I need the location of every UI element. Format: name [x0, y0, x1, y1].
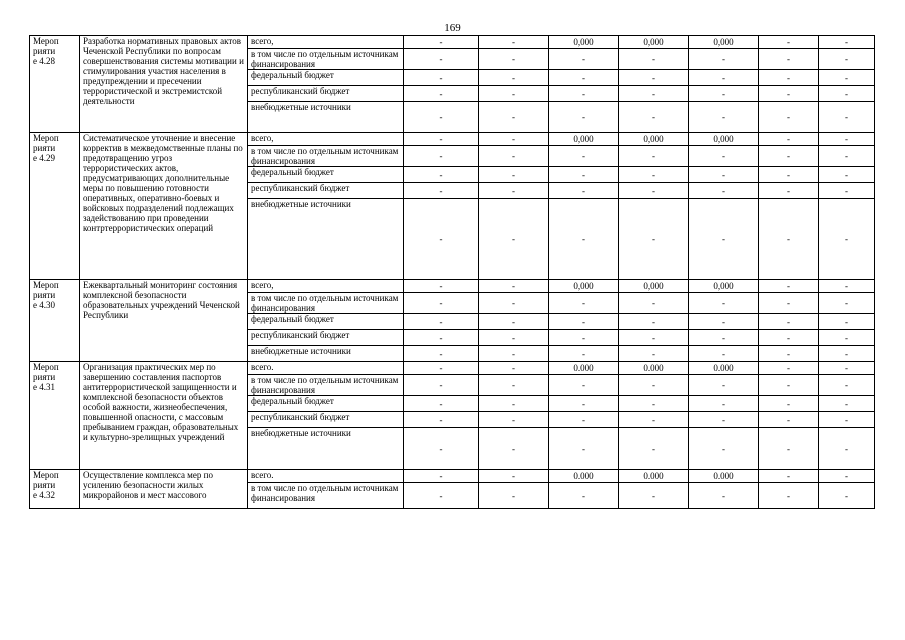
funding-value: - — [479, 146, 549, 167]
funding-value: - — [759, 375, 819, 396]
funding-source: всего, — [248, 133, 404, 146]
funding-value: 0.000 — [549, 362, 619, 375]
funding-value: - — [479, 70, 549, 86]
funding-value: - — [479, 86, 549, 102]
funding-value: - — [759, 36, 819, 49]
funding-value: - — [819, 199, 875, 280]
funding-value: - — [479, 167, 549, 183]
funding-value: - — [819, 49, 875, 70]
funding-value: - — [479, 280, 549, 293]
funding-source: внебюджетные источники — [248, 428, 404, 470]
funding-value: - — [689, 483, 759, 509]
funding-value: - — [819, 470, 875, 483]
funding-value: - — [479, 428, 549, 470]
funding-value: - — [549, 167, 619, 183]
funding-value: - — [619, 375, 689, 396]
funding-value: - — [479, 396, 549, 412]
funding-value: - — [819, 133, 875, 146]
funding-value: - — [759, 346, 819, 362]
funding-source: всего. — [248, 362, 404, 375]
funding-value: - — [479, 362, 549, 375]
funding-value: - — [759, 483, 819, 509]
funding-source: в том числе по отдельным источникам финансирования — [248, 375, 404, 396]
funding-value: - — [404, 470, 479, 483]
funding-value: - — [619, 346, 689, 362]
funding-value: - — [819, 36, 875, 49]
funding-value: - — [759, 199, 819, 280]
funding-value: - — [404, 167, 479, 183]
table-row — [30, 36, 875, 49]
funding-value: - — [619, 49, 689, 70]
funding-value: - — [479, 330, 549, 346]
table-body — [30, 36, 875, 509]
funding-value: - — [549, 375, 619, 396]
activity-description: Разработка нормативных правовых актов Чеченской Республики по вопросам совершенствования системы мотивации и стимулирования участия населения в предупреждении и пресечении террористической и экстремистской деятельности — [80, 36, 248, 133]
funding-value: - — [819, 428, 875, 470]
funding-value: 0.000 — [619, 470, 689, 483]
funding-value: - — [689, 146, 759, 167]
funding-value: - — [819, 346, 875, 362]
funding-value: - — [759, 412, 819, 428]
activity-description: Ежеквартальный мониторинг состояния комплексной безопасности образовательных учреждений Чеченской Республики — [80, 280, 248, 362]
funding-value: - — [619, 483, 689, 509]
funding-value: - — [759, 330, 819, 346]
funding-value: - — [549, 183, 619, 199]
funding-value: - — [549, 314, 619, 330]
funding-value: - — [479, 49, 549, 70]
funding-source: республиканский бюджет — [248, 86, 404, 102]
funding-value: - — [759, 470, 819, 483]
funding-value: - — [549, 428, 619, 470]
funding-value: - — [479, 470, 549, 483]
activity-number: Мероп рияти е 4.30 — [30, 280, 80, 362]
funding-value: - — [689, 330, 759, 346]
table-row — [30, 470, 875, 483]
funding-value: - — [404, 280, 479, 293]
funding-source: внебюджетные источники — [248, 346, 404, 362]
funding-value: - — [819, 167, 875, 183]
funding-value: - — [619, 428, 689, 470]
funding-value: - — [619, 412, 689, 428]
funding-value: - — [819, 146, 875, 167]
funding-source: федеральный бюджет — [248, 396, 404, 412]
funding-value: - — [759, 133, 819, 146]
funding-value: - — [404, 133, 479, 146]
funding-source: в том числе по отдельным источникам финансирования — [248, 483, 404, 509]
funding-value: - — [404, 428, 479, 470]
funding-value: - — [619, 70, 689, 86]
funding-value: - — [619, 396, 689, 412]
funding-value: - — [479, 375, 549, 396]
funding-value: - — [619, 86, 689, 102]
funding-value: - — [689, 375, 759, 396]
funding-value: - — [479, 183, 549, 199]
funding-value: - — [619, 293, 689, 314]
funding-value: - — [404, 346, 479, 362]
funding-value: - — [549, 330, 619, 346]
funding-value: - — [549, 483, 619, 509]
funding-value: - — [404, 412, 479, 428]
funding-value: - — [619, 167, 689, 183]
funding-value: 0.000 — [549, 470, 619, 483]
funding-value: - — [819, 102, 875, 133]
funding-value: - — [759, 362, 819, 375]
funding-value: - — [689, 346, 759, 362]
funding-value: - — [404, 36, 479, 49]
funding-value: - — [689, 199, 759, 280]
funding-value: - — [819, 183, 875, 199]
funding-value: - — [404, 483, 479, 509]
funding-value: - — [819, 483, 875, 509]
funding-value: - — [819, 375, 875, 396]
funding-value: - — [549, 199, 619, 280]
funding-value: - — [404, 183, 479, 199]
funding-value: - — [619, 146, 689, 167]
funding-value: - — [479, 483, 549, 509]
funding-value: - — [689, 396, 759, 412]
funding-value: - — [404, 314, 479, 330]
funding-value: - — [404, 375, 479, 396]
activity-number: Мероп рияти е 4.31 — [30, 362, 80, 470]
funding-value: - — [759, 183, 819, 199]
funding-value: - — [819, 314, 875, 330]
funding-source: республиканский бюджет — [248, 412, 404, 428]
funding-value: - — [479, 102, 549, 133]
activity-description: Осуществление комплекса мер по усилению безопасности жилых микрорайонов и мест массового — [80, 470, 248, 509]
funding-value: - — [819, 396, 875, 412]
funding-value: - — [479, 199, 549, 280]
funding-value: 0.000 — [689, 362, 759, 375]
funding-value: - — [689, 49, 759, 70]
funding-value: - — [479, 133, 549, 146]
table-row — [30, 280, 875, 293]
funding-value: - — [619, 199, 689, 280]
page-number: 169 — [444, 22, 461, 34]
funding-value: - — [759, 280, 819, 293]
funding-value: 0,000 — [619, 280, 689, 293]
funding-source: внебюджетные источники — [248, 199, 404, 280]
funding-value: - — [404, 49, 479, 70]
funding-value: - — [549, 86, 619, 102]
funding-value: - — [404, 330, 479, 346]
funding-value: - — [549, 49, 619, 70]
funding-value: - — [819, 293, 875, 314]
funding-value: - — [759, 86, 819, 102]
funding-source: в том числе по отдельным источникам финансирования — [248, 293, 404, 314]
funding-value: - — [689, 412, 759, 428]
funding-value: - — [759, 293, 819, 314]
funding-value: - — [759, 146, 819, 167]
funding-value: - — [689, 102, 759, 133]
table-row — [30, 362, 875, 375]
funding-source: республиканский бюджет — [248, 183, 404, 199]
funding-value: - — [759, 428, 819, 470]
funding-value: - — [689, 86, 759, 102]
funding-value: - — [479, 346, 549, 362]
funding-value: - — [759, 70, 819, 86]
funding-value: 0,000 — [689, 280, 759, 293]
funding-value: - — [819, 280, 875, 293]
funding-value: - — [689, 167, 759, 183]
funding-value: 0,000 — [619, 36, 689, 49]
activity-description: Организация практических мер по завершению составления паспортов антитеррористической защищенности и комплексной безопасности объектов особой важности, жизнеобеспечения, повышенной опасности, с массовым пребыванием граждан, образовательных и культурно-зрелищных учреждений — [80, 362, 248, 470]
funding-source: всего, — [248, 36, 404, 49]
funding-value: - — [819, 412, 875, 428]
funding-value: - — [549, 412, 619, 428]
funding-value: - — [759, 102, 819, 133]
funding-value: - — [404, 70, 479, 86]
funding-value: - — [404, 199, 479, 280]
funding-value: 0,000 — [549, 133, 619, 146]
funding-value: - — [404, 362, 479, 375]
funding-value: 0,000 — [689, 36, 759, 49]
funding-value: - — [404, 146, 479, 167]
funding-value: - — [689, 70, 759, 86]
activity-number: Мероп рияти е 4.32 — [30, 470, 80, 509]
funding-value: - — [549, 146, 619, 167]
funding-value: - — [479, 412, 549, 428]
funding-value: - — [619, 102, 689, 133]
funding-value: - — [549, 102, 619, 133]
funding-table — [29, 35, 875, 509]
activity-description: Систематическое уточнение и внесение корректив в межведомственные планы по предотвращению угроз террористических актов, предусматривающих дополнительные меры по повышению готовности оперативных, оперативно-боевых и войсковых подразделений подлежащих задействованию при проведении контртеррористических операций — [80, 133, 248, 280]
table-row — [30, 133, 875, 146]
funding-value: 0,000 — [549, 280, 619, 293]
funding-value: - — [759, 167, 819, 183]
funding-source: федеральный бюджет — [248, 314, 404, 330]
funding-value: - — [819, 362, 875, 375]
funding-value: 0.000 — [619, 362, 689, 375]
funding-value: - — [404, 293, 479, 314]
funding-source: федеральный бюджет — [248, 167, 404, 183]
funding-value: - — [819, 86, 875, 102]
funding-value: - — [619, 330, 689, 346]
funding-source: республиканский бюджет — [248, 330, 404, 346]
funding-value: - — [759, 49, 819, 70]
funding-value: - — [759, 314, 819, 330]
funding-source: в том числе по отдельным источникам финансирования — [248, 146, 404, 167]
funding-value: - — [689, 183, 759, 199]
funding-value: - — [619, 314, 689, 330]
funding-value: 0,000 — [689, 133, 759, 146]
funding-value: - — [549, 346, 619, 362]
funding-value: 0,000 — [619, 133, 689, 146]
funding-value: - — [404, 396, 479, 412]
funding-value: - — [549, 70, 619, 86]
funding-source: в том числе по отдельным источникам финансирования — [248, 49, 404, 70]
funding-value: - — [619, 183, 689, 199]
funding-value: - — [404, 86, 479, 102]
funding-source: всего, — [248, 280, 404, 293]
funding-value: - — [819, 70, 875, 86]
funding-value: - — [479, 314, 549, 330]
funding-source: внебюджетные источники — [248, 102, 404, 133]
funding-value: - — [479, 293, 549, 314]
funding-value: - — [404, 102, 479, 133]
funding-value: - — [549, 396, 619, 412]
funding-source: всего. — [248, 470, 404, 483]
funding-value: - — [759, 396, 819, 412]
funding-value: - — [689, 428, 759, 470]
activity-number: Мероп рияти е 4.28 — [30, 36, 80, 133]
funding-value: - — [479, 36, 549, 49]
funding-value: - — [689, 314, 759, 330]
funding-value: - — [689, 293, 759, 314]
funding-value: 0,000 — [549, 36, 619, 49]
funding-value: 0.000 — [689, 470, 759, 483]
funding-value: - — [549, 293, 619, 314]
activity-number: Мероп рияти е 4.29 — [30, 133, 80, 280]
funding-source: федеральный бюджет — [248, 70, 404, 86]
funding-value: - — [819, 330, 875, 346]
